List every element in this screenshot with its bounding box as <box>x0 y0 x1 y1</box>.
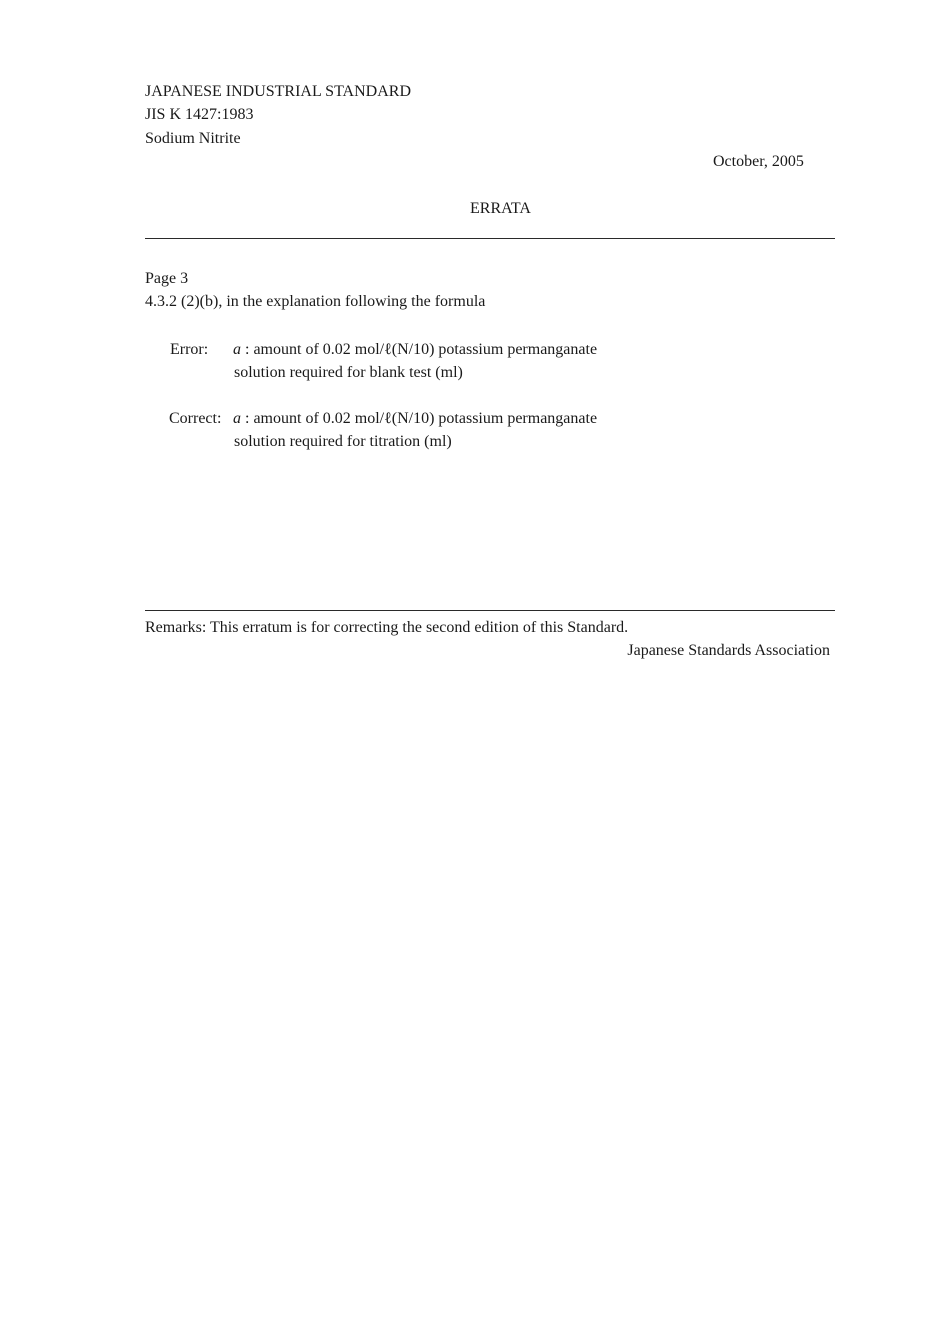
issuing-association: Japanese Standards Association <box>627 642 830 659</box>
section-reference: 4.3.2 (2)(b), in the explanation following the formula <box>145 293 486 310</box>
bottom-divider <box>145 610 835 611</box>
standard-title: Sodium Nitrite <box>145 130 241 147</box>
correct-text-line2: solution required for titration (ml) <box>234 433 452 450</box>
error-text-rest: : amount of 0.02 mol/ℓ(N/10) potassium permanganate <box>241 341 598 358</box>
standard-number: JIS K 1427:1983 <box>145 106 254 123</box>
correct-variable: a <box>233 410 241 427</box>
correct-text-line1 <box>233 409 597 429</box>
error-label: Error: <box>170 341 209 358</box>
remarks-text: Remarks: This erratum is for correcting the second edition of this Standard. <box>145 619 629 636</box>
top-divider <box>145 238 835 239</box>
error-text-line2: solution required for blank test (ml) <box>234 364 463 381</box>
standard-type: JAPANESE INDUSTRIAL STANDARD <box>145 83 411 100</box>
error-text-line1 <box>233 340 597 360</box>
error-variable: a <box>233 341 241 358</box>
correct-label: Correct: <box>169 410 222 427</box>
page-title: ERRATA <box>470 200 531 217</box>
page-reference: Page 3 <box>145 270 189 287</box>
issue-date: October, 2005 <box>713 153 804 170</box>
correct-text-rest: : amount of 0.02 mol/ℓ(N/10) potassium permanganate <box>241 410 598 427</box>
